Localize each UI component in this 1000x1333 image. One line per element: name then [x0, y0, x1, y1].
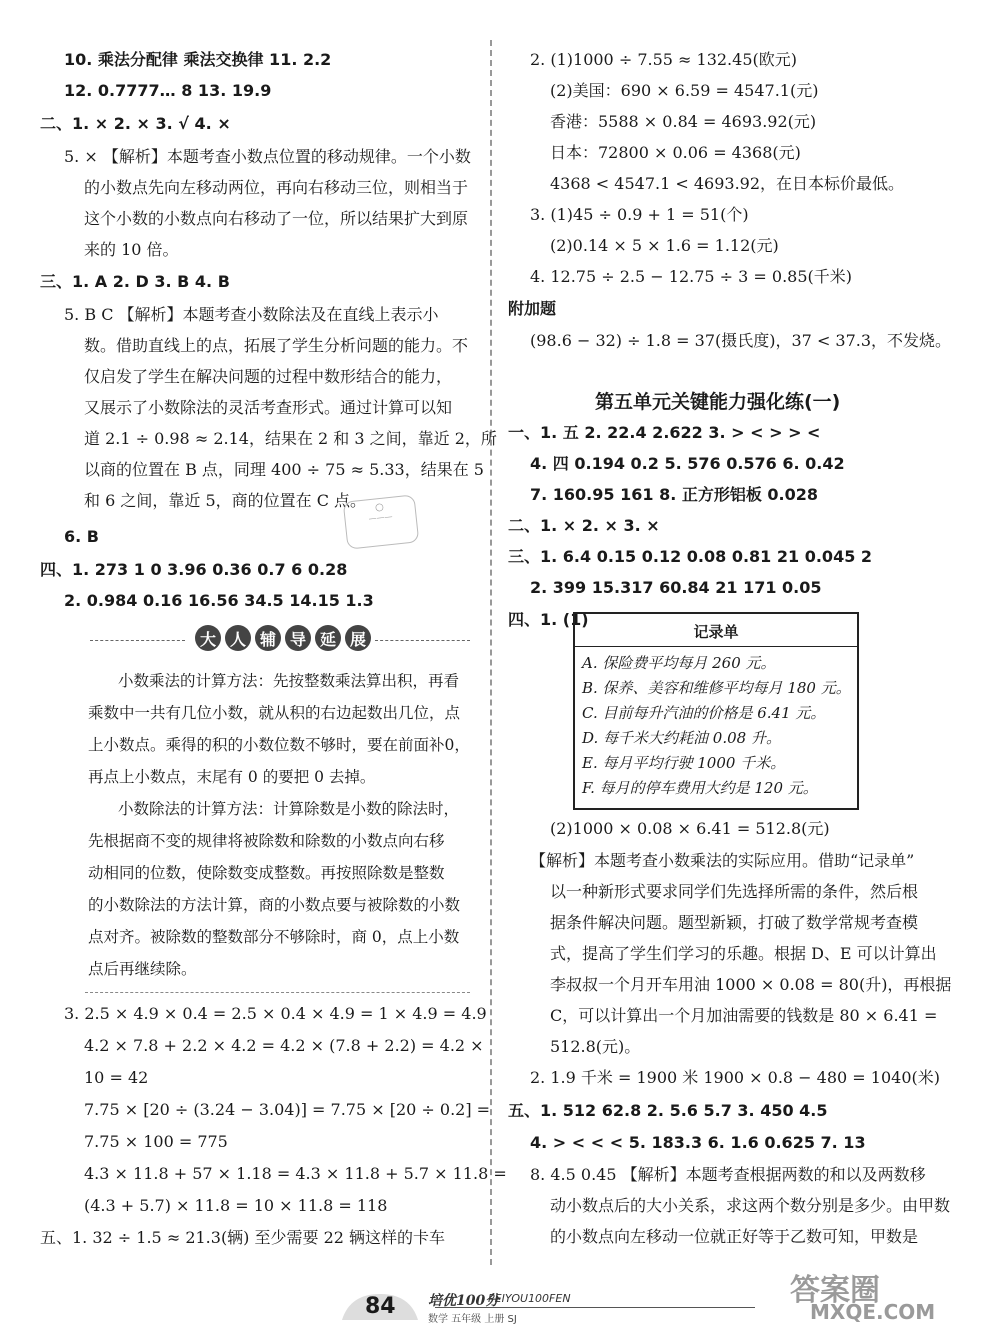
answer-line: 5. × 【解析】本题考查小数点位置的移动规律。一个小数 — [64, 147, 471, 166]
answer-line: 二、1. × 2. × 3. × — [508, 516, 660, 535]
answer-line: 3. (1)45 ÷ 0.9 + 1 = 51(个) — [530, 205, 749, 224]
answer-line: 来的 10 倍。 — [84, 240, 179, 259]
answer-line: 的小数点向左移动一位就正好等于乙数可知，甲数是 — [550, 1227, 919, 1246]
answer-line: 李叔叔一个月开车用油 1000 × 0.08 = 80(升)，再根据 — [550, 975, 952, 994]
record-separator — [575, 646, 857, 647]
answer-line: 仅启发了学生在解决问题的过程中数形结合的能力， — [84, 367, 453, 386]
answer-line: 4368 < 4547.1 < 4693.92，在日本标价最低。 — [550, 174, 905, 193]
answer-line: 10. 乘法分配律 乘法交换律 11. 2.2 — [64, 50, 332, 69]
section-title: 第五单元关键能力强化练(一) — [595, 391, 841, 413]
answer-line: 数。借助直线上的点，拓展了学生分析问题的能力。不 — [84, 336, 469, 355]
record-item: E. 每月平均行驶 1000 千米。 — [582, 754, 786, 772]
banner-char: 辅 — [255, 625, 281, 651]
column-divider — [490, 40, 492, 1265]
answer-line: 2. 399 15.317 60.84 21 171 0.05 — [530, 578, 822, 597]
record-item: D. 每千米大约耗油 0.08 升。 — [582, 729, 781, 747]
answer-line: 又展示了小数除法的灵活考查形式。通过计算可以知 — [84, 398, 453, 417]
extra-question-heading: 附加题 — [508, 299, 557, 318]
answer-line: (2)1000 × 0.08 × 6.41 = 512.8(元) — [550, 819, 830, 838]
answer-line: 5. B C 【解析】本题考查小数除法及在直线上表示小 — [64, 305, 439, 324]
answer-line: 10 = 42 — [84, 1068, 149, 1087]
brand-name: 培优100分 — [428, 1293, 500, 1309]
answer-line: 8. 4.5 0.45 【解析】本题考查根据两数的和以及两数移 — [530, 1165, 926, 1184]
answer-line: 四、1. (1) — [508, 610, 589, 629]
answer-line: 4.2 × 7.8 + 2.2 × 4.2 = 4.2 × (7.8 + 2.2) = 4.2 × — [84, 1036, 484, 1055]
answer-line: 式，提高了学生们学习的乐趣。根据 D、E 可以计算出 — [550, 944, 937, 963]
footer-arrow — [435, 1307, 755, 1308]
extension-text: 动相同的位数，使除数变成整数。再按照除数是整数 — [88, 864, 445, 882]
answer-line: 三、1. 6.4 0.15 0.12 0.08 0.81 21 0.045 2 — [508, 547, 873, 566]
answer-line: 日本：72800 × 0.06 = 4368(元) — [550, 143, 801, 162]
record-title: 记录单 — [693, 623, 739, 641]
extension-text: 先根据商不变的规律将被除数和除数的小数点向右移 — [88, 832, 445, 850]
answer-line: 4. 四 0.194 0.2 5. 576 0.576 6. 0.42 — [530, 454, 845, 473]
answer-line: 6. B — [64, 527, 99, 546]
answer-line: 2. (1)1000 ÷ 7.55 ≈ 132.45(欧元) — [530, 50, 797, 69]
answer-line: 三、1. A 2. D 3. B 4. B — [40, 272, 230, 291]
record-sheet — [573, 612, 859, 810]
answer-line: 4. > < < < 5. 183.3 6. 1.6 0.625 7. 13 — [530, 1133, 866, 1152]
answer-line: C，可以计算出一个月加油需要的钱数是 80 × 6.41 = — [550, 1006, 938, 1025]
extension-text: 再点上小数点，末尾有 0 的要把 0 去掉。 — [88, 768, 376, 786]
answer-line: (2)0.14 × 5 × 1.6 = 1.12(元) — [550, 236, 779, 255]
answer-line: 四、1. 273 1 0 3.96 0.36 0.7 6 0.28 — [40, 560, 348, 579]
answer-line: 五、1. 32 ÷ 1.5 ≈ 21.3(辆) 至少需要 22 辆这样的卡车 — [40, 1228, 446, 1247]
banner-char: 导 — [285, 625, 311, 651]
answer-line: 以商的位置在 B 点，同理 400 ÷ 75 ≈ 5.33，结果在 5 — [84, 460, 484, 479]
footer-subline: 数学 五年级 上册 SJ — [428, 1314, 517, 1325]
answer-line: 和 6 之间，靠近 5，商的位置在 C 点。 — [84, 491, 367, 510]
extension-divider — [85, 992, 470, 993]
answer-line: 据条件解决问题。题型新颖，打破了数学常规考查模 — [550, 913, 919, 932]
record-item: F. 每月的停车费用大约是 120 元。 — [582, 779, 818, 797]
answer-line: 道 2.1 ÷ 0.98 ≈ 2.14，结果在 2 和 3 之间，靠近 2，所 — [84, 429, 497, 448]
page-number: 84 — [365, 1294, 396, 1319]
answer-line: 7.75 × 100 = 775 — [84, 1132, 228, 1151]
watermark-url: MXQE.COM — [810, 1300, 936, 1324]
answer-line: (2)美国：690 × 6.59 = 4547.1(元) — [550, 81, 819, 100]
answer-line: 五、1. 512 62.8 2. 5.6 5.7 3. 450 4.5 — [508, 1101, 828, 1120]
banner-char: 展 — [345, 625, 371, 651]
extension-text: 小数乘法的计算方法：先按整数乘法算出积，再看 — [118, 672, 460, 690]
answer-line: (4.3 + 5.7) × 11.8 = 10 × 11.8 = 118 — [84, 1196, 388, 1215]
extension-text: 小数除法的计算方法：计算除数是小数的除法时， — [118, 800, 460, 818]
answer-line: 2. 0.984 0.16 16.56 34.5 14.15 1.3 — [64, 591, 374, 610]
answer-line: 的小数点先向左移动两位，再向右移动三位，则相当于 — [84, 178, 469, 197]
banner-char: 大 — [195, 625, 221, 651]
brand-latin: PEIYOU100FEN — [488, 1292, 571, 1305]
answer-line: 12. 0.7777… 8 13. 19.9 — [64, 81, 272, 100]
answer-line: 香港：5588 × 0.84 = 4693.92(元) — [550, 112, 817, 131]
record-item: C. 目前每升汽油的价格是 6.41 元。 — [582, 704, 826, 722]
answer-line: 7. 160.95 161 8. 正方形铝板 0.028 — [530, 485, 819, 504]
extension-text: 上小数点。乘得的积的小数位数不够时，要在前面补0， — [88, 736, 470, 754]
answer-line: (98.6 − 32) ÷ 1.8 = 37(摄氏度)，37 < 37.3，不发烧。 — [530, 331, 952, 350]
watermark-logo: 答案圈 — [790, 1273, 880, 1308]
answer-line: 512.8(元)。 — [550, 1037, 641, 1056]
answer-line: 以一种新形式要求同学们先选择所需的条件，然后根 — [550, 882, 919, 901]
answer-line: 一、1. 五 2. 22.4 2.622 3. > < > > < — [508, 423, 821, 442]
answer-line: 3. 2.5 × 4.9 × 0.4 = 2.5 × 0.4 × 4.9 = 1 × 4.9 = 4.9 — [64, 1004, 487, 1023]
extension-banner — [90, 625, 470, 655]
banner-char: 人 — [225, 625, 251, 651]
record-item: A. 保险费平均每月 260 元。 — [582, 654, 776, 672]
answer-line: 【解析】本题考查小数乘法的实际应用。借助“记录单” — [530, 851, 915, 870]
extension-text: 点后再继续除。 — [88, 960, 197, 978]
page-footer — [340, 1290, 720, 1330]
extension-text: 点对齐。被除数的整数部分不够除时，商 0，点上小数 — [88, 928, 460, 946]
banner-char: 延 — [315, 625, 341, 651]
answer-line: 二、1. × 2. × 3. √ 4. × — [40, 114, 231, 133]
answer-line: 动小数点后的大小关系，求这两个数分别是多少。由甲数 — [550, 1196, 951, 1215]
homework-stamp: ○ ——— — [343, 494, 420, 549]
answer-line: 4. 12.75 ÷ 2.5 − 12.75 ÷ 3 = 0.85(千米) — [530, 267, 853, 286]
answer-line: 4.3 × 11.8 + 57 × 1.18 = 4.3 × 11.8 + 5.7 × 11.8 = — [84, 1164, 507, 1183]
answer-line: 2. 1.9 千米 = 1900 米 1900 × 0.8 − 480 = 1040(米) — [530, 1068, 940, 1087]
extension-text: 的小数除法的方法计算，商的小数点要与被除数的小数 — [88, 896, 461, 914]
extension-text: 乘数中一共有几位小数，就从积的右边起数出几位，点 — [88, 704, 461, 722]
record-item: B. 保养、美容和维修平均每月 180 元。 — [582, 679, 851, 697]
answer-line: 这个小数的小数点向右移动了一位，所以结果扩大到原 — [84, 209, 469, 228]
answer-line: 7.75 × [20 ÷ (3.24 − 3.04)] = 7.75 × [20 ÷ 0.2] = — [84, 1100, 491, 1119]
